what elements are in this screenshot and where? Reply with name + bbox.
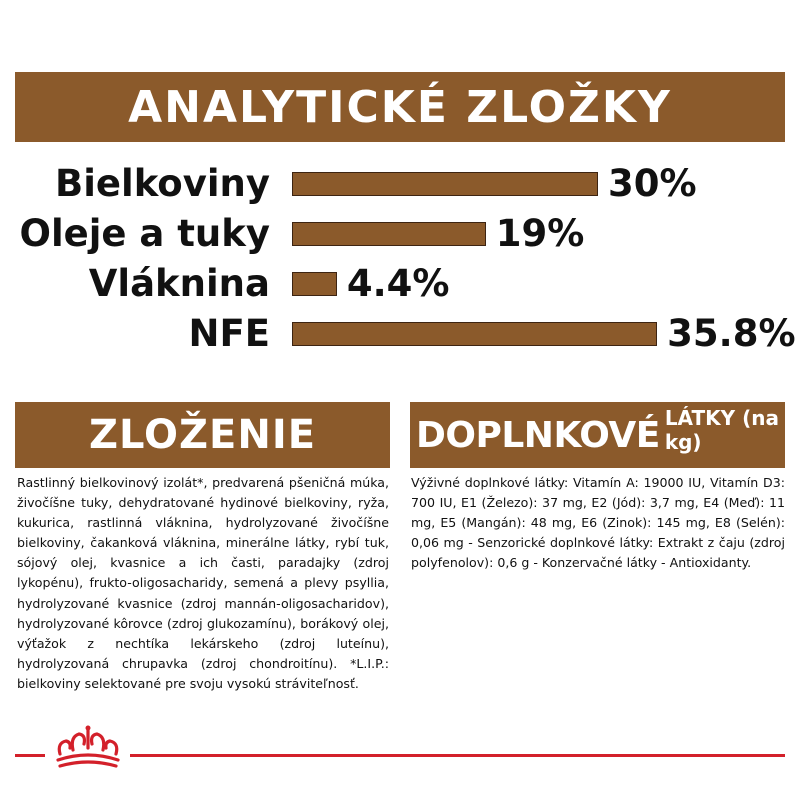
crown-icon xyxy=(48,724,128,774)
analysis-row-fat xyxy=(0,210,800,258)
analysis-bar xyxy=(292,172,598,196)
additives-subtitle: LÁTKY (na kg) xyxy=(664,406,779,454)
composition-banner xyxy=(15,402,390,468)
analysis-label: Oleje a tuky xyxy=(19,212,270,255)
analysis-label: Bielkoviny xyxy=(55,162,270,205)
analysis-value: 30% xyxy=(608,162,697,205)
analysis-value: 19% xyxy=(495,212,585,255)
analysis-row-protein xyxy=(0,160,800,208)
analysis-row-fiber xyxy=(0,260,800,308)
composition-title: ZLOŽENIE xyxy=(88,412,317,458)
analysis-row-nfe xyxy=(0,310,800,358)
analytical-components-title: ANALYTICKÉ ZLOŽKY xyxy=(128,81,672,133)
analysis-bar xyxy=(292,222,486,246)
footer-divider-left xyxy=(15,754,45,757)
analysis-label: NFE xyxy=(188,312,270,355)
analytical-components-chart xyxy=(0,160,800,360)
additives-text: Výživné doplnkové látky: Vitamín A: 19000 IU, Vitamín D3: 700 IU, E1 (Železo): 37 mg, E2 (Jód): 3,7 mg, E4 (Meď): 11 mg, E5 (Mangán): 48 mg, E6 (Zinok): 145 mg, E8 (Selén): 0,06 mg - Senzorické doplnkové látky: Extrakt z čaju (zdroj polyfenolov): 0,6 g - Konzervačné látky - Antioxidanty. xyxy=(411,475,785,571)
additives-title: DOPLNKOVÉ xyxy=(416,414,660,456)
additives-banner xyxy=(410,402,785,468)
analysis-bar xyxy=(292,322,657,346)
footer-divider xyxy=(130,754,785,757)
analysis-value: 4.4% xyxy=(346,262,450,305)
composition-text: Rastlinný bielkovinový izolát*, predvarená pšeničná múka, živočíšne tuky, dehydratované hydinové bielkoviny, ryža, kukurica, rastlinná vláknina, hydrolyzované živočíšne bielkoviny, čakanková vláknina, minerálne látky, rybí tuk, sójový olej, kvasnice a ich časti, paradajky (zdroj lykopénu), frukto-oligosacharidy, semená a plevy psyllia, hydrolyzované kvasnice (zdroj mannán-oligosacharidov), hydrolyzované kôrovce (zdroj glukozamínu), borákový olej, výťažok z nechtíka lekárskeho (zdroj luteínu), hydrolyzovaná chrupavka (zdroj chondroitínu). *L.I.P.: bielkoviny selektované pre svoju vysokú stráviteľnosť. xyxy=(17,475,389,691)
analysis-bar xyxy=(292,272,337,296)
analysis-value: 35.8% xyxy=(667,312,796,355)
analysis-label: Vláknina xyxy=(88,262,270,305)
analytical-components-banner xyxy=(15,72,785,142)
